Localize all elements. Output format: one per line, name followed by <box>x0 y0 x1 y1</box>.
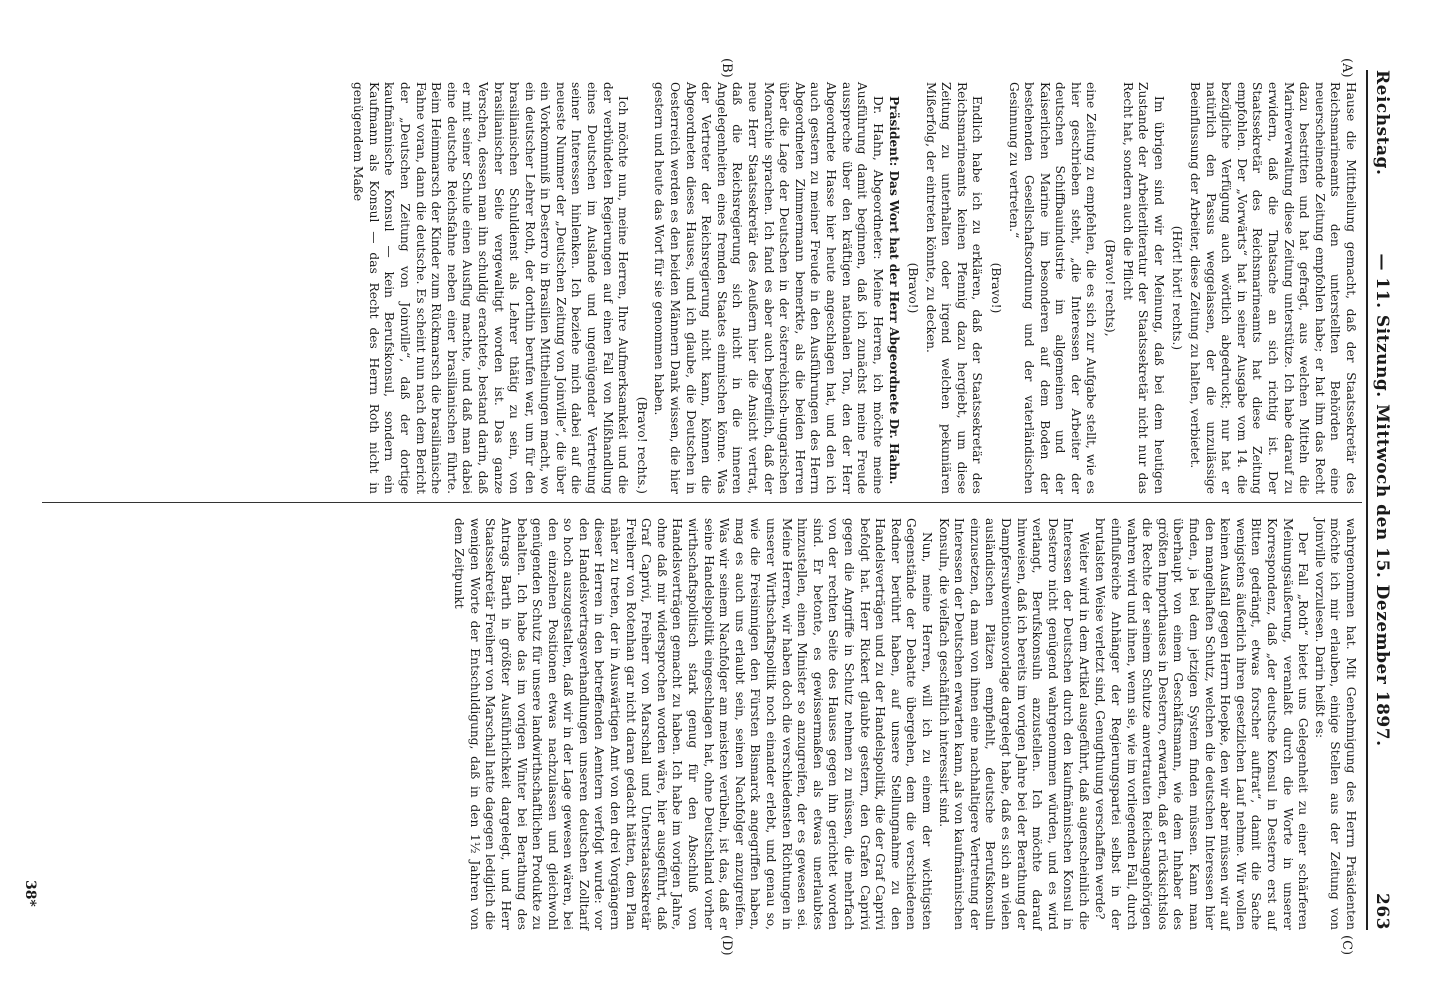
interjection: (Hört! hört! rechts.) <box>1170 225 1185 351</box>
paragraph: Ich möchte nun, meine Herren, Ihre Aufmerksamkeit und die der verbündeten Regierungen auf einen Fall von Mißhandlung eines Deutschen im Auslande und ungenügender Vertretung seiner Interessen hinlenken. Ich beziehe mich dabei auf die neueste Nummer der „Deutschen Zeitung von Joinville“, die über ein Vorkommniß in Desterro in Brasilien Mittheilungen macht, wo ein deutscher Lehrer Roth, der dorthin berufen war, um für den brasilianischen Schuldienst als Lehrer thätig zu sein, von brasilianischer Seite vergewaltigt worden ist. Das ganze Verschen, dessen man ihn schuldig erachtete, bestand darin, daß er mit seiner Schule einen Ausflug machte, und daß man dabei eine deutsche Reichsfahne neben einer brasilianischen führte. Beim Heimmarsch der Kinder zum Rückmarsch die brasilianische Fahne voran, dann die deutsche. Es scheint nun nach dem Bericht der „Deutschen Zeitung von Joinville“, daß der dortige kaufmännische Konsul — kein Berufskonsul, sondern ein Kaufmann als Konsul — das Recht des Herrn Roth nicht in genügendem Maße <box>351 82 631 494</box>
column-divider <box>42 502 1362 503</box>
margin-marker-a: (A) <box>1339 58 1354 78</box>
page-header <box>1364 70 1398 930</box>
speaker-paragraph: Präsident: Das Wort hat der Herr Abgeordnete Dr. Hahn. <box>887 96 902 485</box>
interjection: (Bravo! rechts.) <box>634 396 649 494</box>
paragraph: Im übrigen sind wir der Meinung, daß bei dem heutigen Zustande der Arbeiterliteratur der Staatssekretär nicht nur das Recht hat, sondern auch die Pflicht <box>1120 82 1166 494</box>
right-column <box>450 518 1358 930</box>
paragraph: Endlich habe ich zu erklären, daß der Staatssekretär des Reichsmarineamts keinen Pfennig dazu hergiebt, um diese Zeitung zu unterhalten oder irgend welchen pekuniären Mißerfolg, der eintreten könnte, zu decken. <box>923 82 985 494</box>
paragraph: wahrgenommen hat. Mit Genehmigung des Herrn Präsidenten möchte ich mir erlauben, einige Stellen aus der Zeitung von Joinville vorzulesen. Darin heißt es: <box>1312 518 1358 930</box>
page-number: 263 <box>1372 893 1392 930</box>
header-session: — 11. Sitzung. Mittwoch den 15. Dezember 1897. <box>1372 253 1392 747</box>
left-column <box>349 82 1358 494</box>
margin-marker-b: (B) <box>719 58 734 78</box>
header-left: Reichstag. <box>1372 70 1392 176</box>
paragraph: Nun, meine Herren, will ich zu einem der wichtigsten Gegenstände der Debatte übergehen, dem die verschiedenen Redner berührt haben, auf unsere Stellungnahme zu den Handelsverträgen und zu der Handelspolitik, die der Graf Caprivi befolgt hat. Herr Rickert glaubte gestern, den Grafen Caprivi gegen die Angriffe in Schutz nehmen zu müssen, die mehrfach von der rechten Seite des Hauses gegen ihn gerichtet worden sind. Er betonte, es gewissermaßen als etwas unerlaubtes hinzustellen, einen Minister so anzugreifen, der es gewesen sei. Meine Herren, wir haben doch die verschiedensten Richtungen in unserer Wirthschaftspolitik noch einander erlebt, und genau so, wie die Freisinnigen den Fürsten Bismarck angegriffen haben, mag es auch uns erlaubt sein, seinen Nachfolger anzugreifen. Was wir seinem Nachfolger am meisten verübeln, ist das, daß er seine Handelspolitik eingeschlagen hat, ohne Deutschland vorher wirthschaftspolitisch stark genug für den Abschluß von Handelsverträgen gemacht zu haben. Ich habe im vorigen Jahre, ohne daß mir widersprochen worden wäre, hier ausgeführt, daß Graf Caprivi, Freiherr von Marschall und Unterstaatssekretär Freiherr von Rotenhan gar nicht daran gedacht hätten, dem Plan näher zu treten, der in Auswärtigen Amt von den drei Vorgängern dieser Herren in den betreffenden Aemtern verfolgt wurde: vor den Handelsvertragsverhandlungen unseren deutschen Zolltarif so hoch auszugestalten, daß wir in der Lage gewesen wären, bei den einzelnen Positionen etwas nachzulassen und gleichwohl genügenden Schutz für unsere landwirthschaftlichen Produkte zu behalten. Ich habe das im vorigen Winter bei Berathung des Antrags Barth in größter Ausführlichkeit dargelegt, und Herr Staatssekretär Freiherr von Marschall hatte dagegen lediglich die wenigen Worte der Entschuldigung, daß in den 1½ Jahren von dem Zeitpunkt <box>452 518 934 930</box>
header-rule <box>1366 70 1368 930</box>
paragraph: Weiter wird in dem Artikel ausgeführt, daß augenscheinlich die Interessen der Deutschen durch den kaufmännischen Konsul in Desterro nicht genügend wahrgenommen würden, und es wird verlangt, Berufskonsuln anzustellen. Ich möchte darauf hinweisen, daß ich bereits im vorigen Jahre bei der Berathung der Dampfersubventionsvorlage dargelegt habe, daß es sich an vielen ausländischen Plätzen empfiehlt, deutsche Berufskonsuln einzusetzen, da man von ihnen eine nachhaltigere Vertretung der Interessen der Deutschen erwarten kann, als von kaufmännischen Konsuln, die vielfach geschäftlich interessirt sind. <box>936 518 1091 930</box>
margin-marker-c: (C) <box>1339 935 1354 956</box>
interjection: (Bravo!) <box>988 262 1003 314</box>
paragraph: eine Zeitung zu empfehlen, die es sich zur Aufgabe stellt, wie es hier geschrieben steht, „die Interessen der Arbeiter der deutschen Schiffbauindustrie im allgemeinen und der Kaiserlichen Marine im besonderen auf dem Boden der bestehenden Gesellschaftsordnung und der vaterländischen Gesinnung zu vertreten.“ <box>1006 82 1099 494</box>
paragraph: Dr. Hahn, Abgeordneter: Meine Herren, ich möchte meine Ausführung damit beginnen, daß ich zunächst meine Freude ausspreche über den kräftigen nationalen Ton, den der Herr Abgeordnete Hasse hier heute angeschlagen hat, und den ich auch gestern zu meiner Freude in den Ausführungen des Herrn Abgeordneten Zimmermann bemerkte, als die beiden Herren über die Lage der Deutschen in der österreichisch-ungarischen Monarchie sprachen. Ich fand es aber auch begreiflich, daß der neue Herr Staatssekretär des Aeußern hier die Ansicht vertrat, daß die Reichsregierung sich nicht in die inneren Angelegenheiten eines fremden Staates einmischen könne. Was der Vertreter der Reichsregierung nicht kann, können die Abgeordneten dieses Hauses, und ich glaube, die Deutschen in Oesterreich werden es den beiden Männern Dank wissen, die hier gestern und heute das Wort für sie genommen haben. <box>652 82 885 494</box>
paragraph: Hause die Mittheilung gemacht, daß der Staatssekretär des Reichsmarineamts den unterstellten Behörden eine neuerscheinende Zeitung empfohlen habe; er hat ihm das Recht dazu bestritten und hat gefragt, aus welchen Mitteln die Marineverwaltung diese Zeitung unterstütze. Ich habe darauf zu erwidern, daß die Thatsache an sich richtig ist. Der Staatssekretär des Reichsmarineamts hat diese Zeitung empfohlen. Der „Vorwärts“ hat in seiner Ausgabe vom 14. die bezügliche Verfügung auch wörtlich abgedruckt; nur hat er natürlich den Passus weggelassen, der die unzulässige Beeinflussung der Arbeiter, diese Zeitung zu halten, verbietet. <box>1188 82 1358 494</box>
margin-marker-d: (D) <box>719 935 734 956</box>
interjection: (Bravo! rechts), <box>1103 239 1118 337</box>
sheet-number: 38* <box>22 880 38 907</box>
quoted-paragraph: Der Fall „Roth“ bietet uns Gelegenheit zu einer schärferen Meinungsäußerung, veranlaßt durch die Worte in unserer Korrespondenz, daß „der deutsche Konsul in Desterro erst auf Bitten gedrängt, etwas forscher auftrat“, damit die Sache wenigstens äußerlich ihren gesetzlichen Lauf nehme. Wir wollen keinen Ausfall gegen Herrn Hoepke, den wir aber müssen wir auf den mangelhaften Schutz, welchen die deutschen Interessen hier finden, ja bei dem jetzigen System finden müssen. Kann man überhaupt von einem Geschäftsmann, wie dem Inhaber des größten Importhauses in Desterro, erwarten, daß er rücksichtslos die Rechte der seinem Schutze anvertrauten Reichsangehörigen wahren wird und ihnen, wenn sie, wie im vorliegenden Fall, durch einflußreiche Anhänger der Regierungspartei selbst in der brutalsten Weise verletzt sind, Genugthuung verschaffen werde? <box>1093 518 1311 930</box>
interjection: (Bravo!) <box>905 262 920 314</box>
